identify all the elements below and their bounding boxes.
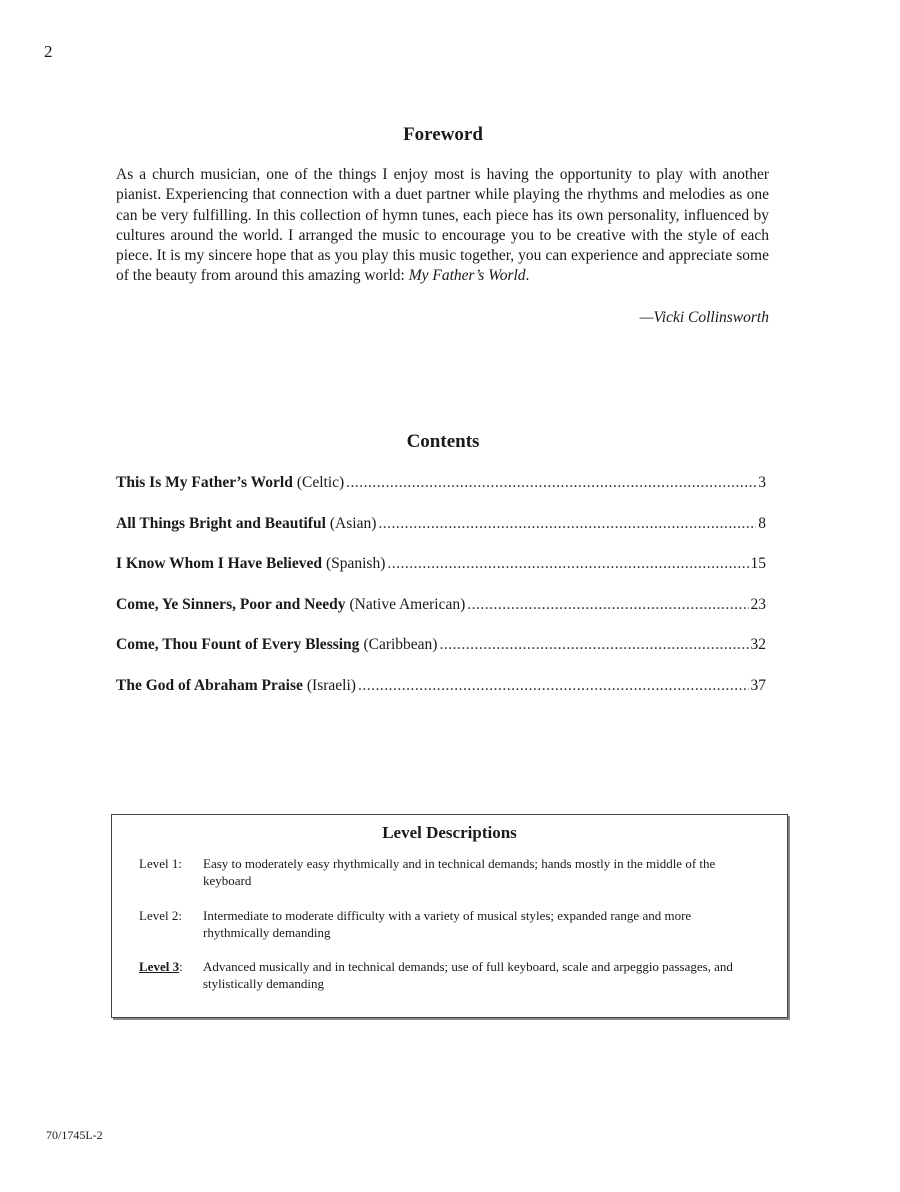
toc-entry-style: (Asian) (329, 514, 377, 532)
toc-entry-style: (Caribbean) (363, 636, 438, 654)
toc-dot-leader (378, 515, 756, 533)
toc-entry-page: 15 (750, 555, 766, 573)
level-label-wrap (139, 958, 203, 992)
foreword-signature: —Vicki Collinsworth (639, 309, 769, 326)
toc-entry-style: (Native American) (349, 595, 466, 613)
foreword-body (116, 165, 769, 287)
contents-title: Contents (406, 431, 480, 452)
toc-entry[interactable] (116, 636, 766, 677)
table-of-contents (116, 474, 766, 718)
toc-entry[interactable] (116, 515, 766, 556)
toc-dot-leader (467, 596, 748, 614)
toc-entry-page: 32 (750, 636, 766, 654)
level-descriptions-title: Level Descriptions (382, 823, 517, 842)
level-description: Advanced musically and in technical demands; use of full keyboard, scale and arpeggio passages, and stylistically demanding (203, 959, 733, 991)
level-row (139, 855, 759, 889)
toc-entry-style: (Celtic) (296, 474, 345, 491)
toc-dot-leader (439, 636, 748, 654)
foreword-end-punct: . (525, 267, 530, 285)
toc-entry-style: (Spanish) (325, 555, 386, 573)
toc-dot-leader (346, 474, 756, 492)
level-label-highlighted: Level 3 (139, 959, 180, 974)
toc-entry-page: 8 (758, 514, 766, 532)
page-number: 2 (44, 42, 53, 61)
toc-entry-title: This Is My Father’s World (116, 474, 293, 491)
toc-entry[interactable] (116, 555, 766, 596)
foreword-title: Foreword (403, 124, 483, 145)
foreword-book-title: My Father’s World (408, 267, 526, 285)
toc-entry-title: The God of Abraham Praise (116, 676, 303, 694)
toc-entry[interactable] (116, 474, 766, 515)
level-label: Level 1: (139, 856, 182, 871)
level-row (139, 958, 759, 992)
toc-entry-title: Come, Ye Sinners, Poor and Needy (116, 595, 346, 613)
level-description: Intermediate to moderate difficulty with a variety of musical styles; expanded range and more rhythmically demanding (203, 908, 692, 940)
toc-entry-page: 37 (750, 676, 766, 694)
level-description: Easy to moderately easy rhythmically and in technical demands; hands mostly in the middle of the keyboard (203, 856, 716, 888)
level-label: Level 2: (139, 908, 182, 923)
level-row (139, 907, 759, 941)
catalog-code: 70/1745L-2 (46, 1128, 103, 1142)
level-descriptions-box (111, 814, 788, 1018)
toc-dot-leader (358, 677, 749, 695)
toc-entry[interactable] (116, 596, 766, 637)
toc-dot-leader (387, 555, 748, 573)
toc-entry-style: (Israeli) (306, 676, 356, 694)
toc-entry-title: Come, Thou Fount of Every Blessing (116, 636, 360, 654)
level-label-suffix: : (179, 959, 183, 974)
toc-entry-page: 23 (750, 595, 766, 613)
foreword-text: As a church musician, one of the things I enjoy most is having the opportunity to play with another pianist. Experiencing that connection with a duet partner while playing the rhythms and melodies as one can be very fulfilling. In this collection of hymn tunes, each piece has its own personality, influenced by cultures around the world. I arranged the music to encourage you to be creative with the style of each piece. It is my sincere hope that as you play this music together, you can experience and appreciate some of the beauty from around this amazing world: (116, 166, 769, 285)
toc-entry-page: 3 (758, 474, 766, 491)
toc-entry-title: I Know Whom I Have Believed (116, 555, 322, 573)
toc-entry[interactable] (116, 677, 766, 718)
toc-entry-title: All Things Bright and Beautiful (116, 514, 326, 532)
